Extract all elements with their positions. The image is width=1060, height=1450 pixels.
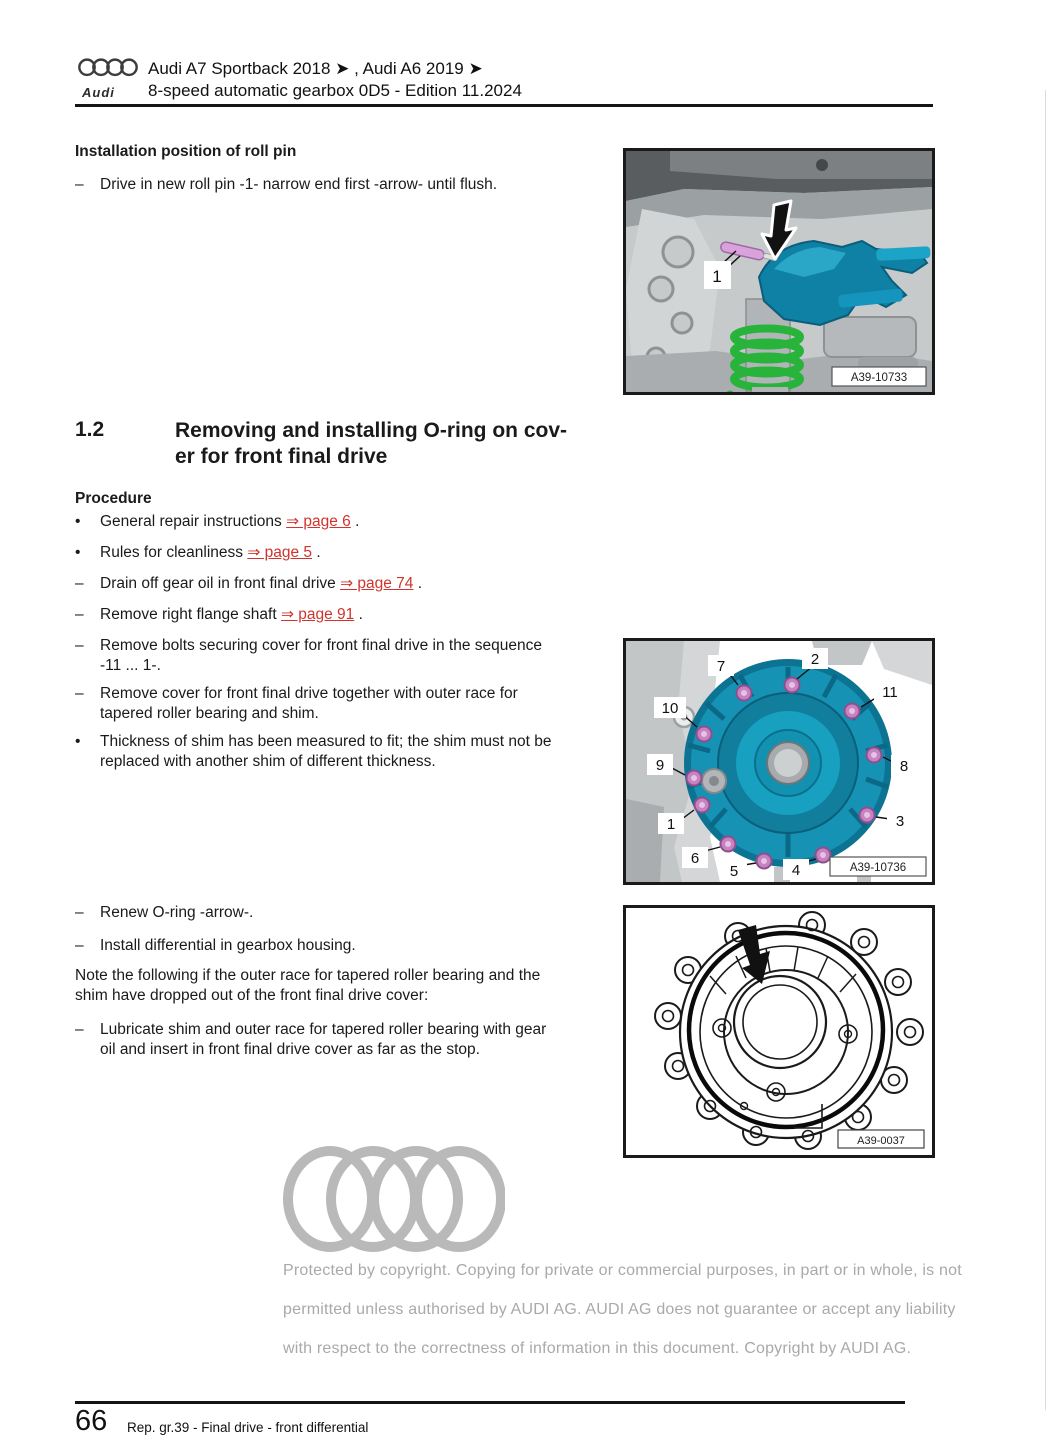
item-text-post: . xyxy=(350,513,360,530)
procedure-item xyxy=(75,512,555,532)
list-marker: – xyxy=(75,904,84,921)
procedure-item xyxy=(75,732,555,772)
svg-text:10: 10 xyxy=(661,700,679,717)
list-marker: • xyxy=(75,733,81,750)
note-paragraph: Note the following if the outer race for tapered roller bearing and the shim have dropped out of the front final drive cover: xyxy=(75,967,541,1004)
section-number: 1.2 xyxy=(75,418,105,441)
copyright-notice xyxy=(283,1251,962,1368)
item-text-post: . xyxy=(413,575,423,592)
bolt-callout-5 xyxy=(721,860,747,881)
item-text-post: . xyxy=(354,606,363,623)
svg-text:9: 9 xyxy=(655,757,665,774)
item-text: Rules for cleanliness xyxy=(100,544,248,561)
figure-oring-drawing xyxy=(626,908,932,1155)
audi-logotype: Audi xyxy=(82,85,115,100)
bolt-callout-7 xyxy=(708,655,734,676)
step-lubricate-shim xyxy=(75,1020,555,1060)
bolt-callout-11 xyxy=(874,681,906,702)
list-marker: – xyxy=(75,937,84,954)
list-marker: – xyxy=(75,1021,84,1038)
svg-text:7: 7 xyxy=(716,658,726,675)
bolt-callout-1 xyxy=(658,813,684,834)
section-title xyxy=(175,418,605,470)
copyright-line2: permitted unless authorised by AUDI AG. AUDI AG does not guarantee or accept any liability xyxy=(283,1301,956,1318)
item-text: Drain off gear oil in front final drive xyxy=(100,575,341,592)
copyright-line3: with respect to the correctness of information in this document. Copyright by AUDI AG. xyxy=(283,1340,912,1357)
procedure-item xyxy=(75,574,555,594)
svg-text:5: 5 xyxy=(729,863,739,880)
step-install-differential xyxy=(75,936,555,956)
scan-edge-line xyxy=(1045,90,1046,1410)
list-marker: – xyxy=(75,575,84,592)
step-text: Renew O-ring -arrow-. xyxy=(100,904,254,921)
item-text-post: . xyxy=(312,544,321,561)
svg-text:1: 1 xyxy=(666,816,676,833)
step-text: Install differential in gearbox housing. xyxy=(100,937,356,954)
section-title-line2: er for front final drive xyxy=(175,445,388,468)
audi-rings-icon xyxy=(78,57,138,85)
roll-pin-heading: Installation position of roll pin xyxy=(75,143,297,160)
page-link[interactable]: ⇒ page 74 xyxy=(340,575,414,592)
item-text: Remove right flange shaft xyxy=(100,606,281,623)
svg-text:11: 11 xyxy=(882,684,898,701)
bolt-callout-9 xyxy=(647,754,673,775)
header-model-line: Audi A7 Sportback 2018 ➤ , Audi A6 2019 ➤ xyxy=(148,59,483,78)
section-title-line1: Removing and installing O-ring on cov- xyxy=(175,419,568,442)
svg-text:A39-10733: A39-10733 xyxy=(850,372,908,384)
item-text: General repair instructions xyxy=(100,513,287,530)
svg-text:3: 3 xyxy=(895,813,905,830)
figure-oring-cover xyxy=(623,905,935,1158)
svg-text:1: 1 xyxy=(712,267,722,286)
figure-roll-pin-drawing xyxy=(626,151,932,392)
page-link[interactable]: ⇒ page 5 xyxy=(247,544,313,561)
svg-text:8: 8 xyxy=(899,758,909,775)
fig1-id-label xyxy=(832,367,926,386)
header-edition-line: 8-speed automatic gearbox 0D5 - Edition 11.2024 xyxy=(148,81,522,100)
svg-text:A39-0037: A39-0037 xyxy=(857,1135,905,1147)
step-renew-oring xyxy=(75,903,555,923)
footer-rule xyxy=(75,1401,905,1404)
figure-cover-bolts xyxy=(623,638,935,885)
header-rule xyxy=(75,104,933,107)
figure-roll-pin xyxy=(623,148,935,395)
bolt-callout-2 xyxy=(802,648,828,669)
item-text: Thickness of shim has been measured to fit; the shim must not be replaced with another shim of different thickness. xyxy=(100,733,552,770)
fig2-id-label xyxy=(830,857,926,876)
step-text: Lubricate shim and outer race for tapered roller bearing with gear oil and insert in front final drive cover as far as the stop. xyxy=(100,1021,547,1058)
figure-cover-bolts-drawing xyxy=(626,641,932,882)
page-number: 66 xyxy=(75,1405,108,1437)
item-text: Remove cover for front final drive together with outer race for tapered roller bearing and shim. xyxy=(100,685,518,722)
copyright-line1: Protected by copyright. Copying for private or commercial purposes, in part or in whole, is not xyxy=(283,1262,962,1279)
bolt-callout-4 xyxy=(783,859,809,880)
page-link[interactable]: ⇒ page 91 xyxy=(280,606,355,623)
svg-text:2: 2 xyxy=(810,651,820,668)
list-marker: – xyxy=(75,637,84,654)
list-marker: • xyxy=(75,513,81,530)
procedure-item xyxy=(75,605,555,625)
bolt-callout-10 xyxy=(654,697,686,718)
fig3-id-label xyxy=(838,1130,924,1148)
svg-text:4: 4 xyxy=(791,862,801,879)
procedure-item xyxy=(75,543,555,563)
svg-text:A39-10736: A39-10736 xyxy=(849,862,907,874)
footer-section-label: Rep. gr.39 - Final drive - front differential xyxy=(127,1420,369,1435)
bolt-callout-8 xyxy=(891,755,917,776)
svg-text:6: 6 xyxy=(690,850,700,867)
page-link[interactable]: ⇒ page 6 xyxy=(286,513,351,530)
fig1-shaft-end xyxy=(752,387,788,392)
audi-rings-watermark-icon xyxy=(283,1146,505,1257)
procedure-item xyxy=(75,684,555,724)
list-marker: – xyxy=(75,606,84,623)
list-marker: – xyxy=(75,685,84,702)
step-text: Drive in new roll pin -1- narrow end first -arrow- until flush. xyxy=(100,176,498,193)
procedure-item xyxy=(75,636,555,676)
bolt-callout-3 xyxy=(887,810,913,831)
roll-pin-step xyxy=(75,175,555,195)
list-marker: – xyxy=(75,176,84,193)
bolt-callout-6 xyxy=(682,847,708,868)
list-marker: • xyxy=(75,544,81,561)
item-text: Remove bolts securing cover for front final drive in the sequence -11 ... 1-. xyxy=(100,637,542,674)
procedure-heading: Procedure xyxy=(75,490,152,507)
